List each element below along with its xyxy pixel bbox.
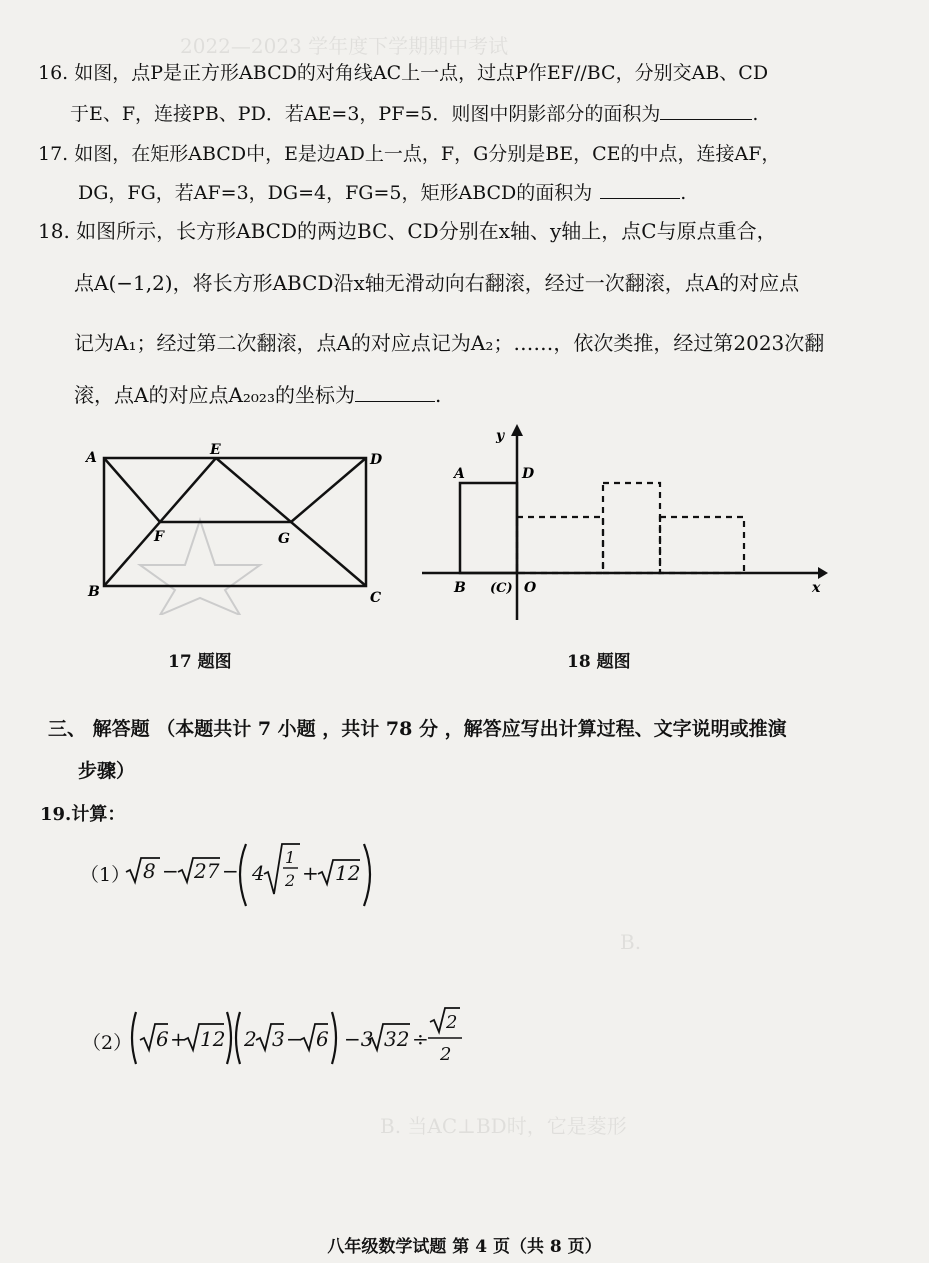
svg-text:3: 3: [272, 1027, 285, 1051]
rectangle-abcd: [460, 483, 517, 573]
answer-blank-17[interactable]: [600, 180, 680, 199]
svg-text:−3: −3: [344, 1027, 374, 1051]
figure-18-caption: 18 题图: [567, 652, 631, 672]
label-e: E: [210, 442, 221, 458]
question-18-line-2: 点A(−1,2)，将长方形ABCD沿x轴无滑动向右翻滚，经过一次翻滚，点A的对应点: [74, 271, 800, 295]
label-o: O: [524, 580, 537, 596]
label-f: F: [154, 529, 164, 545]
part-1-label: （1）: [80, 864, 131, 886]
dashed-rect-2: [603, 483, 660, 573]
question-18-line-1: 18. 如图所示，长方形ABCD的两边BC、CD分别在x轴、y轴上，点C与原点重合，: [38, 219, 777, 243]
question-17-text: DG，FG，若AF=3，DG=4，FG=5，矩形ABCD的面积为: [78, 182, 593, 204]
label-c: C: [370, 590, 382, 606]
label-y: y: [496, 428, 505, 444]
part-2-label: （2）: [82, 1032, 133, 1054]
label-d: D: [370, 452, 383, 468]
figure-17-caption: 17 题图: [168, 652, 232, 672]
answer-blank-18[interactable]: [355, 383, 435, 402]
svg-text:27: 27: [194, 859, 220, 883]
period: .: [680, 182, 687, 204]
svg-text:+: +: [302, 861, 319, 885]
period: .: [434, 383, 442, 407]
question-19-label: 19.计算：: [40, 804, 126, 825]
svg-text:−: −: [222, 859, 239, 883]
expression-1: [124, 838, 384, 918]
question-18-line-4: [74, 382, 441, 408]
label-a: A: [454, 466, 465, 482]
label-d: D: [522, 466, 535, 482]
dashed-rect-3: [660, 517, 744, 573]
period: .: [752, 103, 759, 125]
question-16-line-1: 16. 如图，点P是正方形ABCD的对角线AC上一点，过点P作EF//BC，分别交AB、CD: [38, 62, 769, 84]
answer-blank-16[interactable]: [660, 101, 752, 120]
svg-text:2: 2: [440, 1044, 452, 1065]
svg-text:+: +: [170, 1027, 187, 1051]
svg-text:−: −: [162, 859, 179, 883]
question-17-line-1: 17. 如图，在矩形ABCD中，E是边AD上一点，F，G分别是BE，CE的中点，连接AF，: [38, 143, 781, 165]
label-g: G: [278, 531, 290, 547]
label-c: (C): [490, 581, 513, 596]
svg-text:8: 8: [143, 859, 156, 883]
label-b: B: [88, 584, 100, 600]
svg-text:1: 1: [285, 848, 296, 867]
svg-text:12: 12: [335, 861, 361, 885]
svg-text:6: 6: [156, 1027, 169, 1051]
svg-text:2: 2: [244, 1027, 257, 1051]
question-16-text: 于E、F，连接PB、PD．若AE=3，PF=5．则图中阴影部分的面积为: [70, 103, 661, 125]
svg-text:32: 32: [384, 1027, 410, 1051]
segment-af: [104, 458, 160, 522]
question-16-line-2: [70, 101, 758, 127]
page-footer: 八年级数学试题 第 4 页（共 8 页）: [327, 1237, 602, 1257]
label-x: x: [812, 580, 821, 596]
label-a: A: [86, 450, 97, 466]
section-3-title-cont: 步骤）: [78, 760, 136, 782]
label-b: B: [454, 580, 466, 596]
figure-18: [420, 420, 840, 630]
svg-text:−: −: [286, 1027, 303, 1051]
figure-17: [80, 440, 400, 615]
svg-text:4: 4: [252, 861, 265, 885]
svg-text:÷: ÷: [412, 1027, 429, 1051]
question-17-line-2: [78, 180, 686, 206]
question-18-text: 滚，点A的对应点A₂₀₂₃的坐标为: [74, 383, 355, 407]
dashed-rect-1: [517, 517, 603, 573]
svg-text:2: 2: [446, 1012, 458, 1033]
section-3-title: 三、 解答题 （本题共计 7 小题 ，共计 78 分 ，解答应写出计算过程、文字说明或推演: [48, 718, 787, 740]
question-18-line-3: 记为A₁；经过第二次翻滚，点A的对应点记为A₂；……，依次类推，经过第2023次翻: [74, 331, 825, 355]
svg-text:12: 12: [200, 1027, 226, 1051]
segment-gd: [291, 458, 366, 522]
svg-text:2: 2: [285, 871, 296, 890]
svg-text:6: 6: [316, 1027, 329, 1051]
expression-2: [128, 1002, 488, 1072]
